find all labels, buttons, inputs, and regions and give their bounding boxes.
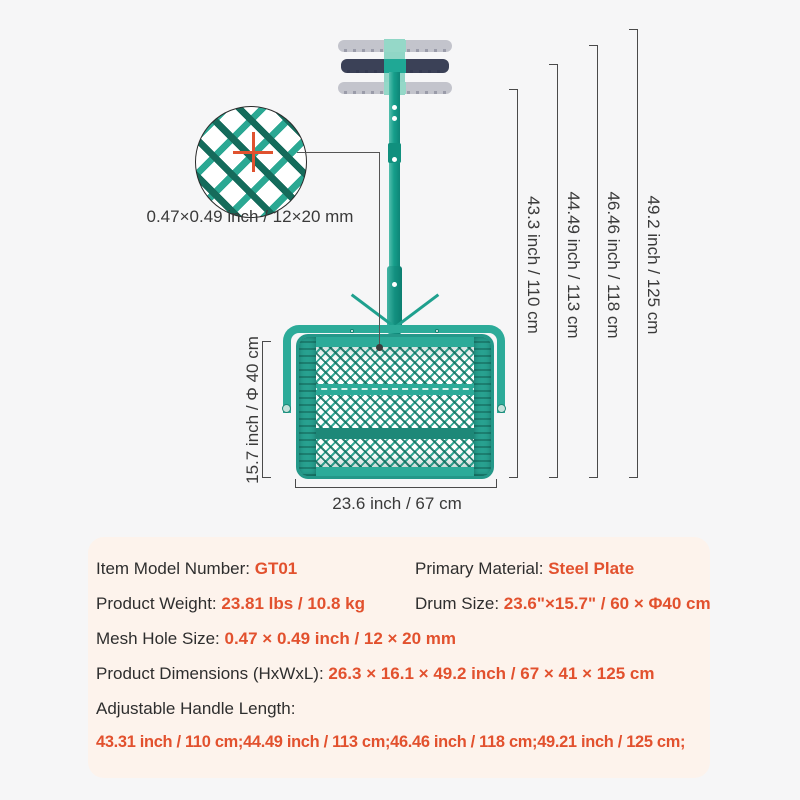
drum-endcap-right — [474, 337, 491, 476]
spec-value: 23.6"×15.7" / 60 × Φ40 cm — [503, 594, 711, 613]
leader-line — [379, 152, 380, 347]
spec-drum-size — [415, 594, 711, 614]
pole-adjustment-hole — [392, 116, 397, 121]
strut-bolt — [435, 329, 439, 333]
drum-endcap-left — [299, 337, 316, 476]
spec-value: 0.47 × 0.49 inch / 12 × 20 mm — [224, 629, 457, 648]
spec-label: Drum Size: — [415, 594, 504, 613]
spec-value: 23.81 lbs / 10.8 kg — [221, 594, 366, 613]
spec-value: 43.31 inch / 110 cm;44.49 inch / 113 cm;46.46 inch / 118 cm;49.21 inch / 125 cm; — [96, 733, 686, 751]
handlebar-solid — [341, 59, 449, 73]
drum-width-label: 23.6 inch / 67 cm — [332, 494, 462, 513]
spec-label: Product Dimensions (HxWxL): — [96, 664, 329, 683]
drum-band — [299, 428, 491, 439]
handle-length-bracket-2 — [549, 64, 558, 478]
axle-bolt-left — [282, 404, 291, 413]
spec-label: Mesh Hole Size: — [96, 629, 225, 648]
leader-line — [297, 152, 380, 153]
drum-diameter-label: 15.7 inch / Φ 40 cm — [243, 336, 262, 484]
handlebar-center-joint — [384, 59, 406, 73]
spec-panel — [88, 537, 710, 778]
axle-bolt-right — [497, 404, 506, 413]
spec-label: Item Model Number: — [96, 559, 255, 578]
pole-adjustment-hole — [392, 157, 397, 162]
handle-length-label-3: 46.46 inch / 118 cm — [604, 191, 623, 339]
pole-adjustment-hole — [392, 105, 397, 110]
spec-product-dimensions — [96, 664, 654, 684]
mesh-size-label: 0.47×0.49 inch / 12×20 mm — [146, 207, 354, 226]
drum-band — [299, 337, 491, 347]
handle-length-label-4: 49.2 inch / 125 cm — [644, 195, 663, 335]
spec-value: 26.3 × 16.1 × 49.2 inch / 67 × 41 × 125 cm — [328, 664, 655, 683]
spec-value: GT01 — [254, 559, 298, 578]
handle-length-bracket-3 — [589, 45, 598, 478]
spec-label: Adjustable Handle Length: — [96, 699, 296, 718]
spec-handle-length-heading — [96, 699, 295, 719]
spec-label: Product Weight: — [96, 594, 222, 613]
spec-primary-material — [415, 559, 634, 579]
handlebar-center-joint — [384, 40, 406, 52]
handle-length-bracket-4 — [629, 29, 638, 478]
spec-product-weight — [96, 594, 365, 614]
drum-hinge-band — [299, 384, 491, 395]
handle-length-bracket-1 — [509, 89, 518, 478]
spec-value: Steel Plate — [548, 559, 635, 578]
handle-length-label-2: 44.49 inch / 113 cm — [564, 191, 583, 339]
drum-width-bracket — [295, 479, 497, 488]
pole-adjustment-hole — [392, 282, 397, 287]
spec-label: Primary Material: — [415, 559, 549, 578]
mesh-detail-circle — [195, 106, 307, 218]
leader-dot — [376, 344, 383, 351]
measure-cross-icon — [252, 132, 255, 172]
spec-handle-length-values — [96, 733, 685, 752]
spec-item-model — [96, 559, 297, 579]
drum-diameter-bracket — [262, 341, 271, 478]
mesh-drum — [296, 334, 494, 479]
spec-mesh-hole-size — [96, 629, 456, 649]
handle-length-label-1: 43.3 inch / 110 cm — [524, 196, 543, 334]
handlebar-ghost-top — [338, 40, 452, 52]
drum-band — [299, 467, 491, 476]
strut-bolt — [350, 329, 354, 333]
